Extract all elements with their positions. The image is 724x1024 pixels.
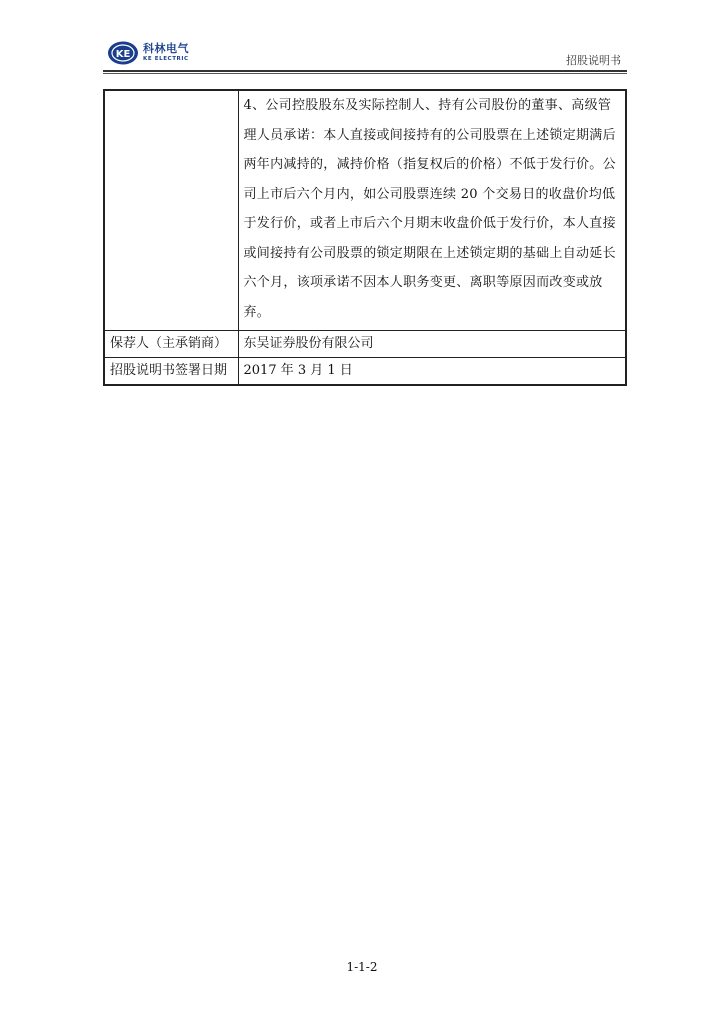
document-title: 招股说明书 <box>566 54 621 67</box>
commitment-text: 4、公司控股股东及实际控制人、持有公司股份的董事、高级管理人员承诺：本人直接或间接持有的公司股票在上述锁定期满后两年内减持的，减持价格（指复权后的价格）不低于发行价。公司上市后六个月内，如公司股票连续 20 个交易日的收盘价均低于发行价，或者上市后六个月期末收盘价低于发行价，本人直接或间接持有公司股票的锁定期限在上述锁定期的基础上自动延长六个月，该项承诺不因本人职务变更、离职等原因而改变或放弃。 <box>238 90 626 331</box>
sponsor-value: 东吴证券股份有限公司 <box>238 331 626 358</box>
empty-label-cell <box>104 90 238 331</box>
sponsor-label: 保荐人（主承销商） <box>104 331 238 358</box>
signing-date-value: 2017 年 3 月 1 日 <box>238 358 626 386</box>
page-header <box>103 36 627 70</box>
company-name-en: KE ELECTRIC <box>143 56 189 62</box>
svg-text:KE: KE <box>115 49 131 60</box>
company-name-cn: 科林电气 <box>143 42 189 55</box>
info-table <box>103 89 627 386</box>
signing-date-label: 招股说明书签署日期 <box>104 358 238 386</box>
ke-logo-icon <box>107 40 139 66</box>
table-row <box>104 358 626 386</box>
header-rule-thin <box>103 73 627 74</box>
page-number: 1-1-2 <box>346 960 378 974</box>
table-row <box>104 90 626 331</box>
table-row <box>104 331 626 358</box>
header-rule-thick <box>103 70 627 72</box>
